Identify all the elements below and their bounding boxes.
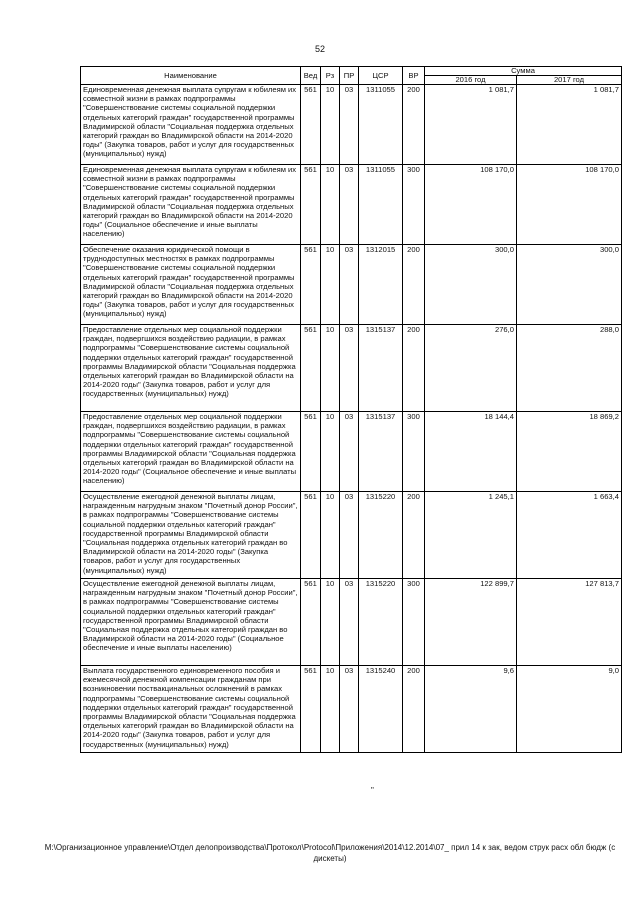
row-sum-2016: 276,0 [425,325,517,412]
row-pr: 03 [340,85,359,165]
table-row [81,245,622,325]
header-rz: Рз [321,67,340,85]
row-csr: 1315220 [359,492,403,579]
row-vr: 300 [403,579,425,666]
row-sum-2017: 288,0 [517,325,622,412]
row-pr: 03 [340,492,359,579]
row-sum-2017: 300,0 [517,245,622,325]
row-csr: 1311055 [359,165,403,245]
row-sum-2017: 1 081,7 [517,85,622,165]
table-row [81,579,622,666]
row-csr: 1315220 [359,579,403,666]
row-sum-2016: 18 144,4 [425,412,517,492]
row-ved: 561 [301,579,321,666]
row-name: Предоставление отдельных мер социальной поддержки граждан, подвергшихся воздействию радиации, в рамках подпрограммы "Совершенствование системы социальной поддержки отдельных категорий граждан" государственной программы Владимирской области "Социальная поддержка отдельных категорий граждан во Владимирской области на 2014-2020 годы" (Социальное обеспечение и иные выплаты населению) [81,412,301,492]
row-rz: 10 [321,165,340,245]
header-ved: Вед [301,67,321,85]
row-csr: 1312015 [359,245,403,325]
row-sum-2017: 108 170,0 [517,165,622,245]
row-name: Выплата государственного единовременного пособия и ежемесячной денежной компенсации гражданам при возникновении поствакцинальных осложнений в рамках подпрограммы "Совершенствование системы социальной поддержки отдельных категорий граждан" государственной программы Владимирской области "Социальная поддержка отдельных категорий граждан во Владимирской области на 2014-2020 годы" (Закупка товаров, работ и услуг для государственных (муниципальных) нужд) [81,666,301,753]
row-csr: 1315240 [359,666,403,753]
row-rz: 10 [321,85,340,165]
row-ved: 561 [301,325,321,412]
table-row [81,165,622,245]
row-vr: 200 [403,85,425,165]
row-sum-2016: 1 245,1 [425,492,517,579]
row-csr: 1315137 [359,412,403,492]
row-pr: 03 [340,666,359,753]
header-csr: ЦСР [359,67,403,85]
row-sum-2016: 1 081,7 [425,85,517,165]
header-vr: ВР [403,67,425,85]
row-sum-2016: 9,6 [425,666,517,753]
header-year-2016: 2016 год [425,76,517,85]
row-ved: 561 [301,492,321,579]
row-sum-2017: 9,0 [517,666,622,753]
row-ved: 561 [301,85,321,165]
row-name: Единовременная денежная выплата супругам к юбилеям их совместной жизни в рамках подпрограммы "Совершенствование системы социальной поддержки отдельных категорий граждан" государственной программы Владимирской области "Социальная поддержка отдельных категорий граждан во Владимирской области на 2014-2020 годы" (Социальное обеспечение и иные выплаты населению) [81,165,301,245]
row-vr: 200 [403,325,425,412]
row-sum-2017: 127 813,7 [517,579,622,666]
table-row [81,412,622,492]
row-pr: 03 [340,165,359,245]
header-pr: ПР [340,67,359,85]
row-csr: 1311055 [359,85,403,165]
row-sum-2017: 18 869,2 [517,412,622,492]
header-name: Наименование [81,67,301,85]
table-row [81,666,622,753]
row-rz: 10 [321,579,340,666]
budget-table [80,66,622,753]
row-name: Обеспечение оказания юридической помощи в труднодоступных местностях в рамках подпрограммы "Совершенствование системы социальной поддержки отдельных категорий граждан" государственной программы Владимирской области "Социальная поддержка отдельных категорий граждан во Владимирской области на 2014-2020 годы" (Закупка товаров, работ и услуг для государственных (муниципальных) нужд) [81,245,301,325]
row-ved: 561 [301,165,321,245]
row-name: Осуществление ежегодной денежной выплаты лицам, награжденным нагрудным знаком "Почетный донор России", в рамках подпрограммы "Совершенствование системы социальной поддержки отдельных категорий граждан" государственной программы Владимирской области "Социальная поддержка отдельных категорий граждан во Владимирской области на 2014-2020 годы" (Закупка товаров, работ и услуг для государственных (муниципальных) нужд) [81,492,301,579]
row-pr: 03 [340,325,359,412]
row-vr: 200 [403,666,425,753]
table-row [81,85,622,165]
table-row [81,492,622,579]
row-vr: 200 [403,245,425,325]
row-pr: 03 [340,245,359,325]
row-sum-2016: 122 899,7 [425,579,517,666]
table-row [81,325,622,412]
row-name: Осуществление ежегодной денежной выплаты лицам, награжденным нагрудным знаком "Почетный донор России", в рамках подпрограммы "Совершенствование системы социальной поддержки отдельных категорий граждан" государственной программы Владимирской области "Социальная поддержка отдельных категорий граждан во Владимирской области на 2014-2020 годы" (Социальное обеспечение и иные выплаты населению) [81,579,301,666]
footer-file-path: М:\Организационное управление\Отдел делопроизводства\Протокол\Protocol\Приложения\2014\12.2014\07_ прил 14 к зак, ведом струк расх обл бюдж (с дискеты) [44,843,616,863]
row-vr: 200 [403,492,425,579]
row-rz: 10 [321,412,340,492]
row-name: Единовременная денежная выплата супругам к юбилеям их совместной жизни в рамках подпрограммы "Совершенствование системы социальной поддержки отдельных категорий граждан" государственной программы Владимирской области "Социальная поддержка отдельных категорий граждан во Владимирской области на 2014-2020 годы" (Закупка товаров, работ и услуг для государственных (муниципальных) нужд) [81,85,301,165]
row-csr: 1315137 [359,325,403,412]
row-pr: 03 [340,412,359,492]
page-number: 52 [314,44,325,54]
row-rz: 10 [321,245,340,325]
row-vr: 300 [403,165,425,245]
row-rz: 10 [321,666,340,753]
row-rz: 10 [321,492,340,579]
row-ved: 561 [301,245,321,325]
row-ved: 561 [301,412,321,492]
row-ved: 561 [301,666,321,753]
row-sum-2016: 108 170,0 [425,165,517,245]
row-name: Предоставление отдельных мер социальной поддержки граждан, подвергшихся воздействию радиации, в рамках подпрограммы "Совершенствование системы социальной поддержки отдельных категорий граждан" государственной программы Владимирской области "Социальная поддержка отдельных категорий граждан во Владимирской области на 2014-2020 годы" (Закупка товаров, работ и услуг для государственных (муниципальных) нужд) [81,325,301,412]
stray-mark: " [371,786,374,795]
row-rz: 10 [321,325,340,412]
row-sum-2017: 1 663,4 [517,492,622,579]
row-vr: 300 [403,412,425,492]
row-pr: 03 [340,579,359,666]
header-sum: Сумма [425,67,622,76]
header-year-2017: 2017 год [517,76,622,85]
row-sum-2016: 300,0 [425,245,517,325]
header-row-top [81,67,622,76]
